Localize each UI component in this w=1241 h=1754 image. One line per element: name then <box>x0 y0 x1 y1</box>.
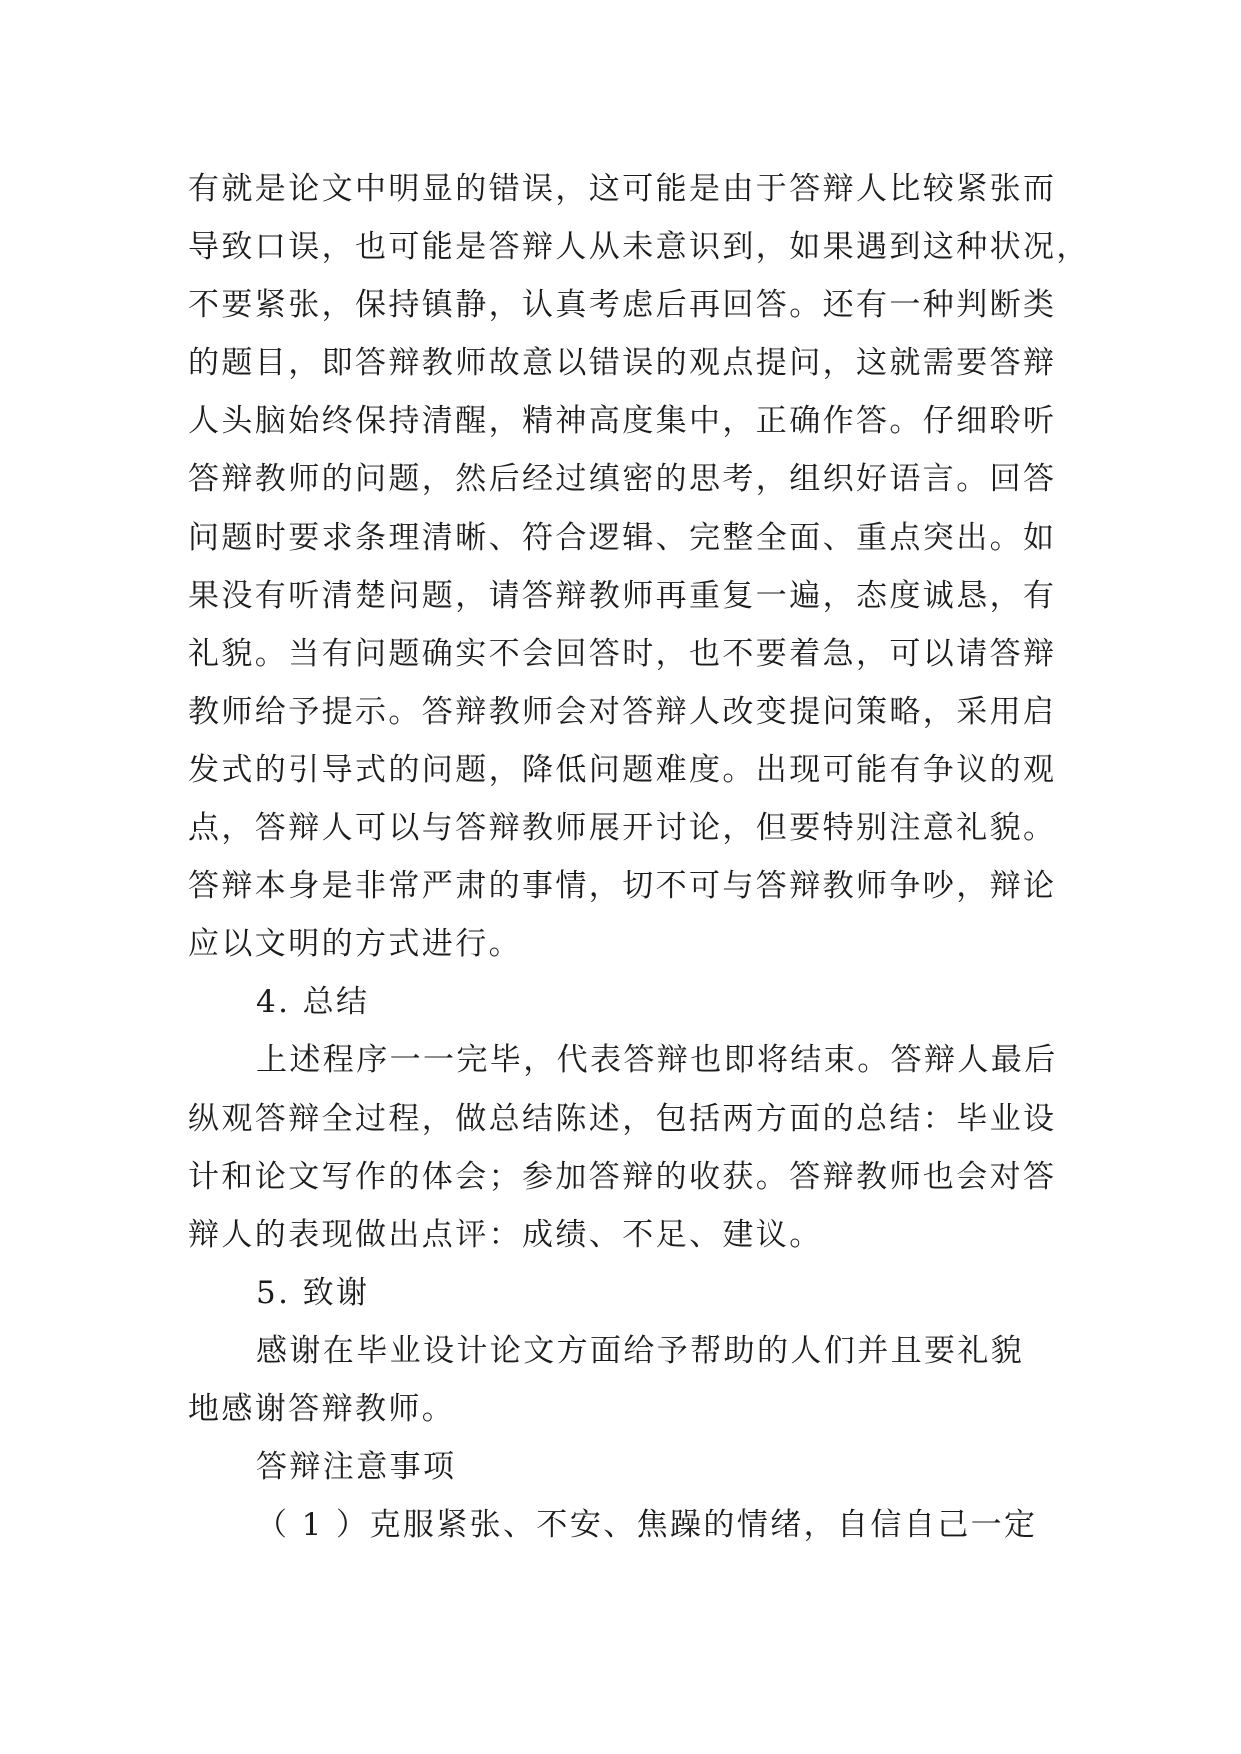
paragraph-line: 辩人的表现做出点评：成绩、不足、建议。 <box>188 1216 823 1253</box>
paragraph-line: 点，答辩人可以与答辩教师展开讨论，但要特别注意礼貌。 <box>188 810 1057 847</box>
paragraph-answering-guidance <box>188 160 1090 973</box>
paragraph-line: 的题目，即答辩教师故意以错误的观点提问，这就需要答辩 <box>188 345 1057 382</box>
section-heading-thanks: 5. 致谢 <box>256 1274 370 1311</box>
paragraph-line: 纵观答辩全过程，做总结陈述，包括两方面的总结：毕业设 <box>188 1100 1057 1137</box>
paragraph-line: 计和论文写作的体会；参加答辩的收获。答辩教师也会对答 <box>188 1158 1057 1195</box>
paragraph-line: 果没有听清楚问题，请答辩教师再重复一遍，态度诚恳，有 <box>188 577 1057 614</box>
paragraph-line: 教师给予提示。答辩教师会对答辩人改变提问策略，采用启 <box>188 693 1057 730</box>
paragraph-line: 礼貌。当有问题确实不会回答时，也不要着急，可以请答辩 <box>188 635 1057 672</box>
paragraph-line: 有就是论文中明显的错误，这可能是由于答辩人比较紧张而 <box>188 171 1057 207</box>
paragraph-line: 人头脑始终保持清醒，精神高度集中，正确作答。仔细聆听 <box>188 403 1057 440</box>
paragraph-thanks <box>188 1322 1068 1438</box>
paragraph-line: 应以文明的方式进行。 <box>188 926 522 963</box>
paragraph-line: 问题时要求条理清晰、符合逻辑、完整全面、重点突出。如 <box>188 519 1057 556</box>
paragraph-summary <box>188 1031 1068 1263</box>
paragraph-line: 发式的引导式的问题，降低问题难度。出现可能有争议的观 <box>188 751 1057 788</box>
section-heading-summary: 4. 总结 <box>256 984 370 1021</box>
section-heading-notes: 答辩注意事项 <box>256 1449 457 1486</box>
paragraph-line: 感谢在毕业设计论文方面给予帮助的人们并且要礼貌 <box>256 1332 1025 1369</box>
paragraph-line: 答辩教师的问题，然后经过缜密的思考，组织好语言。回答 <box>188 461 1057 498</box>
paragraph-line: 不要紧张，保持镇静，认真考虑后再回答。还有一种判断类 <box>188 287 1057 324</box>
paragraph-line: 答辩本身是非常严肃的事情，切不可与答辩教师争吵，辩论 <box>188 868 1057 905</box>
paragraph-line: 地感谢答辩教师。 <box>188 1390 456 1427</box>
paragraph-line: 导致口误，也可能是答辩人从未意识到，如果遇到这种状况， <box>188 229 1090 266</box>
note-item-1: （ 1 ）克服紧张、不安、焦躁的情绪，自信自己一定 <box>256 1507 1038 1544</box>
document-body <box>188 160 1090 1554</box>
paragraph-line: 上述程序一一完毕，代表答辩也即将结束。答辩人最后 <box>256 1042 1058 1079</box>
